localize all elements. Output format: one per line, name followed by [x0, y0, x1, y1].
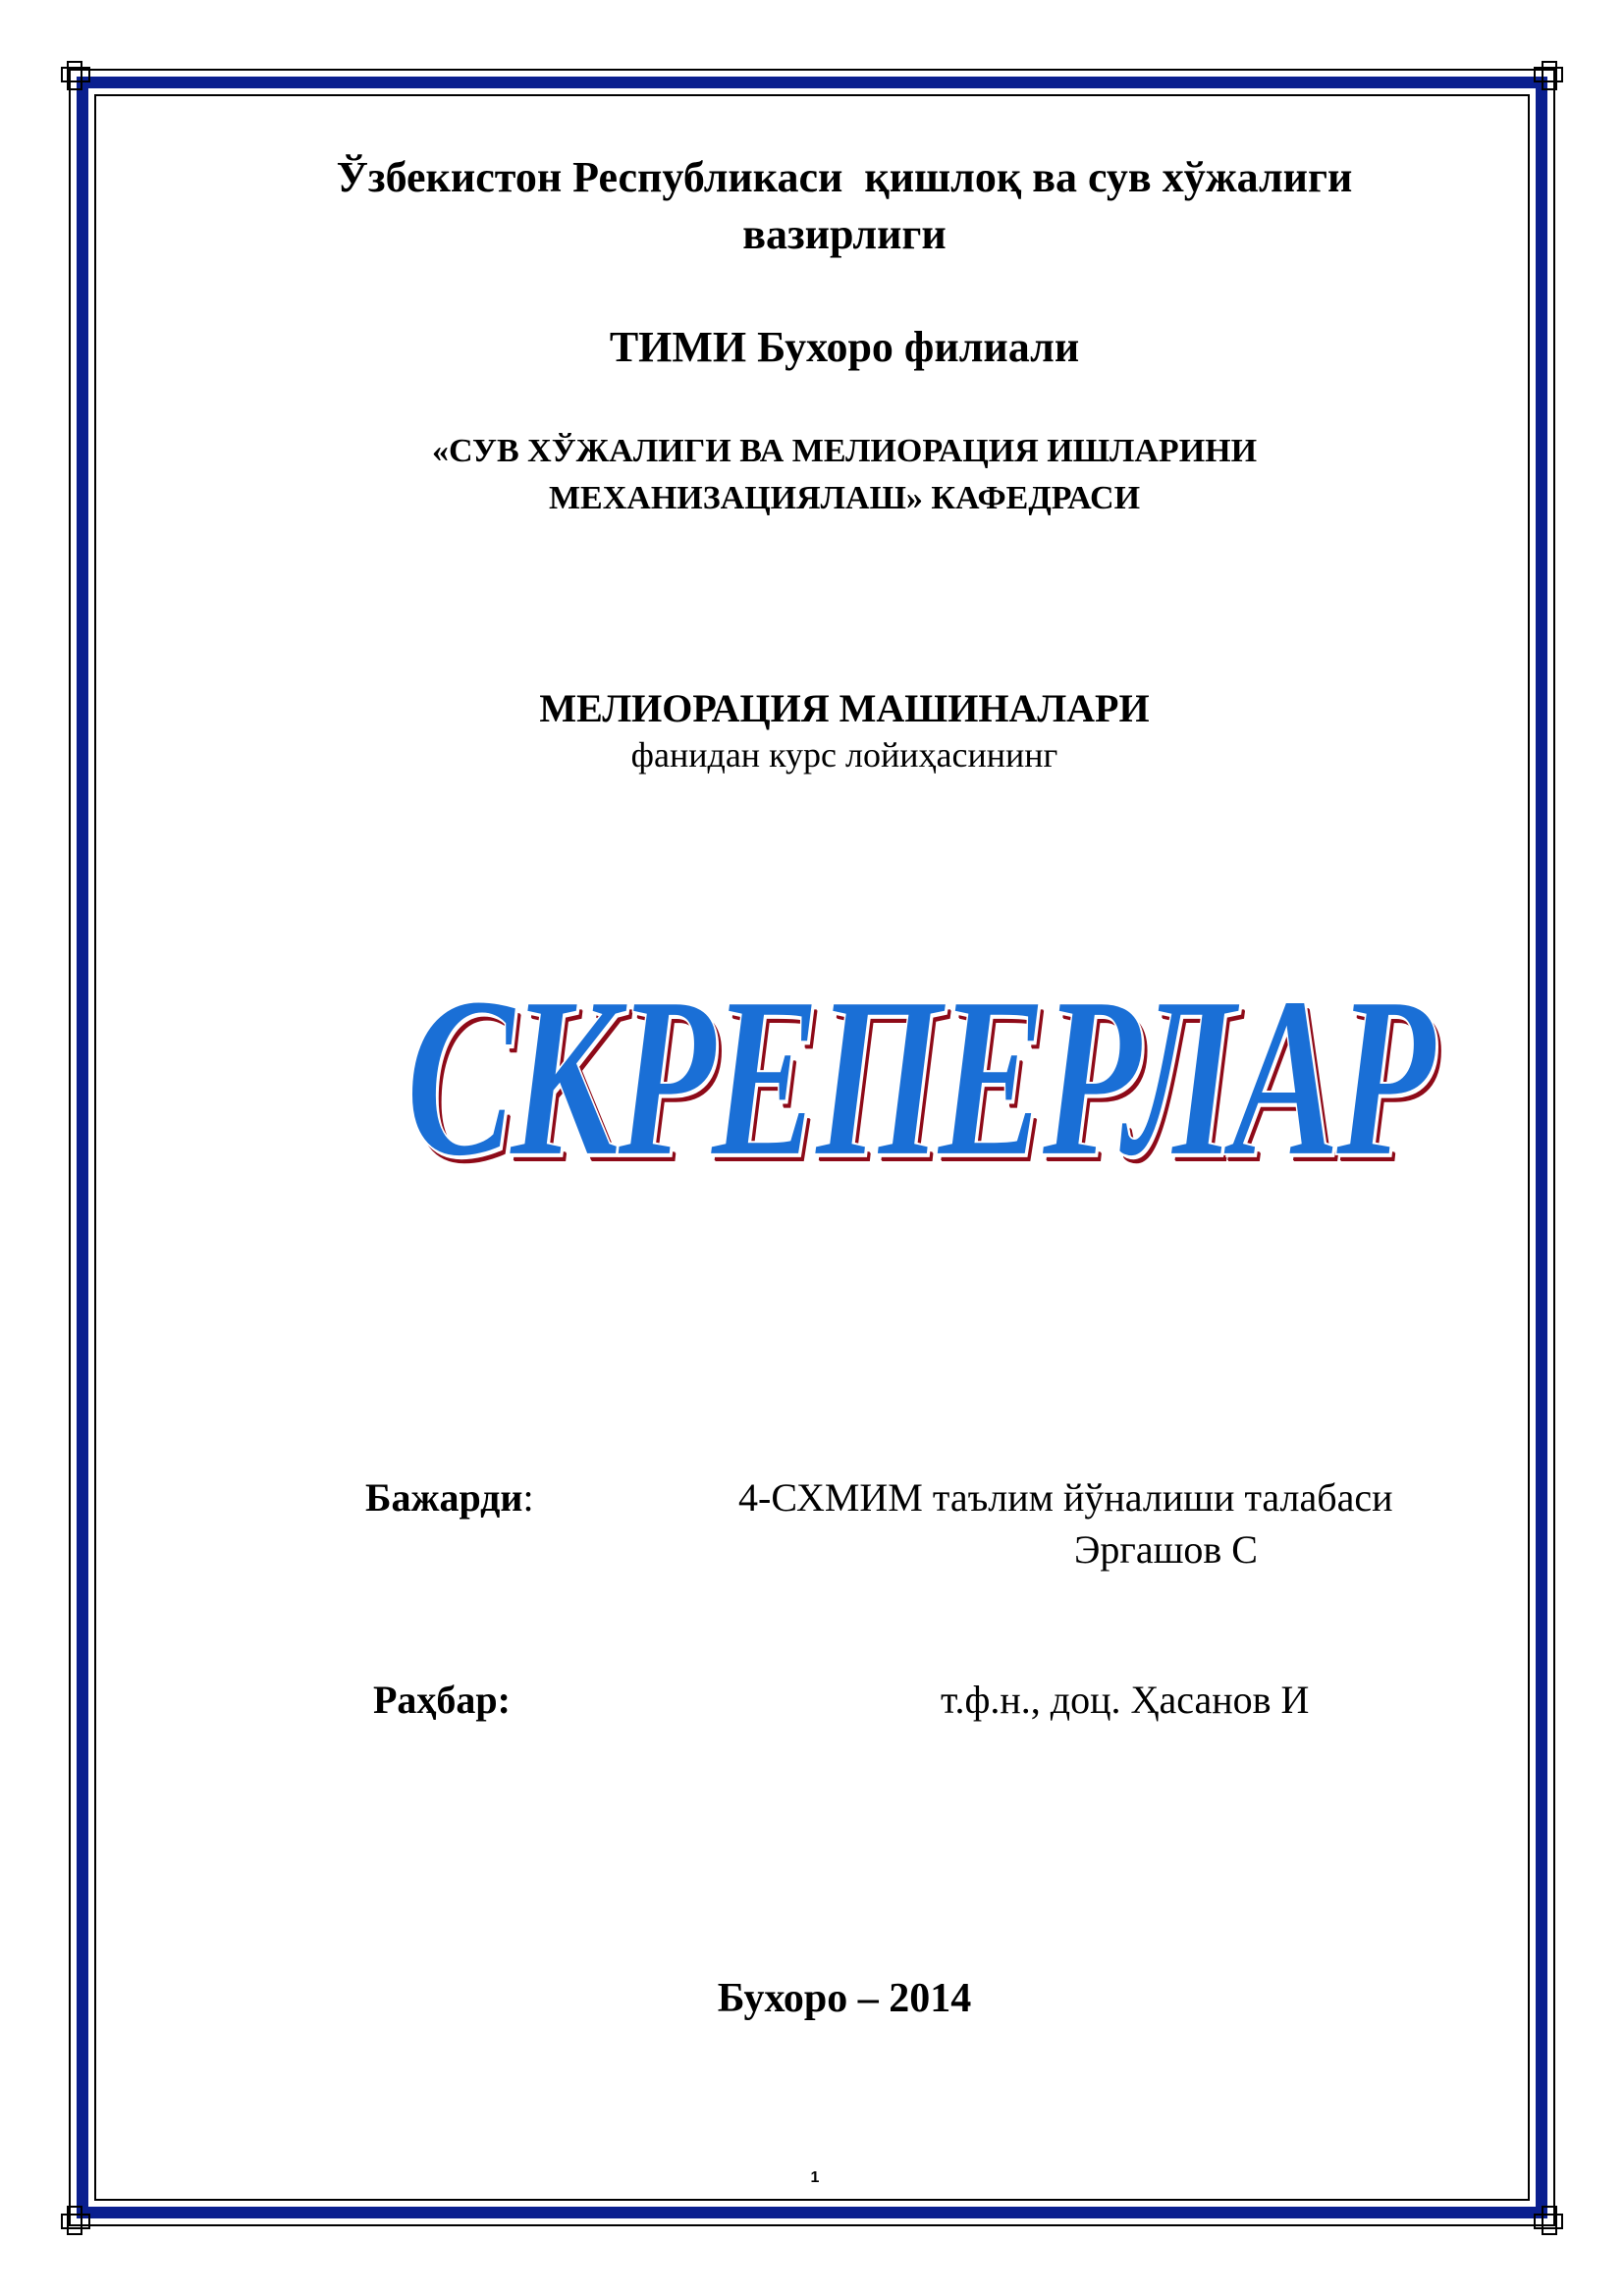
performer-name: Эргашов С	[1074, 1527, 1258, 1572]
border-corner-top-right	[1530, 61, 1563, 94]
supervisor-name: т.ф.н., доц. Ҳасанов И	[941, 1678, 1310, 1722]
department-heading	[236, 428, 1453, 522]
branch-heading: ТИМИ Бухоро филиали	[609, 323, 1080, 371]
department-line-1: «СУВ ХЎЖАЛИГИ ВА МЕЛИОРАЦИЯ ИШЛАРИНИ	[431, 433, 1258, 469]
city-year: Бухоро – 2014	[717, 1976, 972, 2021]
department-line-2: МЕХАНИЗАЦИЯЛАШ» КАФЕДРАСИ	[548, 480, 1141, 516]
border-corner-bottom-right	[1530, 2202, 1563, 2235]
ministry-line-2: вазирлиги	[742, 210, 947, 258]
performer-program: 4-СХМИМ таълим йўналиши талабаси	[738, 1475, 1393, 1520]
performer-label-colon: :	[522, 1475, 534, 1520]
supervisor-label-text: Раҳбар:	[373, 1678, 511, 1722]
subject-subtitle: фанидан курс лойиҳасининг	[630, 735, 1058, 774]
main-title: СКРЕПЕРЛАР	[406, 948, 1432, 1204]
ministry-line-1: Ўзбекистон Республикаси қишлоқ ва сув хўжалиги	[336, 153, 1353, 201]
performer-label-text: Бажарди	[365, 1475, 523, 1520]
border-corner-top-left	[61, 61, 94, 94]
supervisor-label	[373, 1677, 511, 1723]
subject-title: МЕЛИОРАЦИЯ МАШИНАЛАРИ	[539, 686, 1150, 730]
border-corner-bottom-left	[61, 2202, 94, 2235]
page-number: 1	[810, 2169, 820, 2186]
ministry-heading	[236, 149, 1453, 263]
performer-label	[365, 1474, 534, 1521]
